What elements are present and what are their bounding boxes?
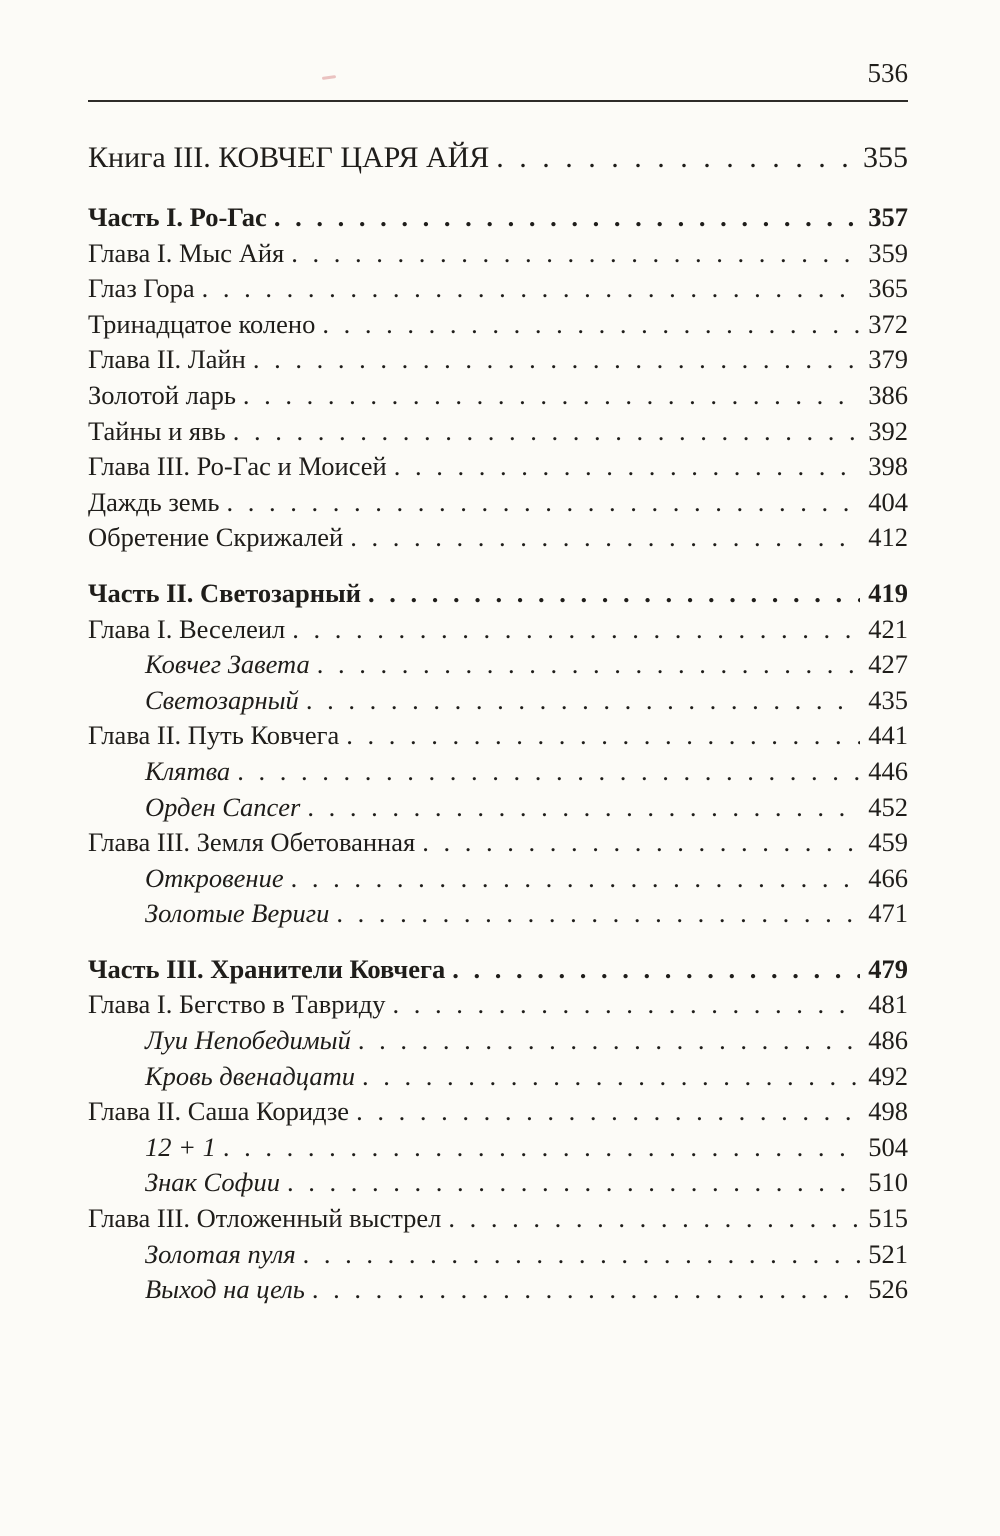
toc-entry	[88, 952, 908, 988]
dot-leader	[291, 236, 860, 272]
toc-entry	[88, 683, 908, 719]
dot-leader	[243, 378, 860, 414]
toc-entry	[88, 485, 908, 521]
toc-entry-page: 398	[868, 451, 908, 482]
toc-entry-page: 372	[868, 308, 908, 339]
toc-entry-title: Откровение	[145, 862, 284, 893]
toc-entry-title: Светозарный	[145, 684, 299, 715]
toc-entry-page: 427	[868, 649, 908, 680]
toc-entry	[88, 754, 908, 790]
toc-entry-title: Часть II. Светозарный	[88, 577, 361, 608]
dot-leader	[307, 790, 860, 826]
dot-leader	[317, 647, 861, 683]
toc-entry	[88, 378, 908, 414]
page-number: 536	[867, 58, 908, 88]
dot-leader	[312, 1272, 860, 1308]
toc-entry-page: 379	[868, 344, 908, 375]
dot-leader	[362, 1059, 860, 1095]
toc-entry-title: Орден Cancer	[145, 791, 301, 822]
toc-entry-title: Кровь двенадцати	[145, 1060, 355, 1091]
dot-leader	[368, 576, 860, 612]
toc-entry-page: 481	[868, 989, 908, 1020]
toc-entry	[88, 414, 908, 450]
toc-entry-title: Глаз Гора	[88, 273, 195, 304]
toc-entry-title: Обретение Скрижалей	[88, 522, 344, 553]
toc-entry-page: 392	[868, 415, 908, 446]
toc-entry-page: 504	[868, 1131, 908, 1162]
toc-entry	[88, 342, 908, 378]
dot-leader	[233, 414, 861, 450]
toc-entry-page: 412	[868, 522, 908, 553]
dot-leader	[287, 1165, 860, 1201]
toc-entry	[88, 1165, 908, 1201]
toc-entry	[88, 825, 908, 861]
toc-entry-title: Знак Софии	[145, 1167, 280, 1198]
toc-entry-page: 498	[868, 1096, 908, 1127]
toc-entry	[88, 861, 908, 897]
toc-entry-page: 365	[868, 273, 908, 304]
toc-entry	[88, 1094, 908, 1130]
toc-entry	[88, 647, 908, 683]
toc-entry-title: Часть I. Ро-Гас	[88, 202, 267, 232]
toc-entry	[88, 271, 908, 307]
toc-entry-page: 486	[868, 1025, 908, 1056]
dot-leader	[496, 136, 855, 180]
toc-entry	[88, 790, 908, 826]
toc-entry-page: 441	[868, 720, 908, 751]
toc-entry-title: Золотые Вериги	[145, 898, 330, 929]
toc-entry-title: Глава II. Лайн	[88, 344, 246, 375]
toc-entry-page: 510	[868, 1167, 908, 1198]
toc-entry	[88, 200, 908, 236]
toc-entry-title: Выход на цель	[145, 1274, 305, 1305]
dot-leader	[253, 342, 860, 378]
toc-entry-title: Глава I. Бегство в Тавриду	[88, 989, 386, 1020]
toc-entry-title: Ковчег Завета	[145, 649, 310, 680]
dot-leader	[422, 825, 860, 861]
dot-leader	[394, 449, 861, 485]
toc-entry-page: 419	[868, 577, 908, 608]
dot-leader	[237, 754, 860, 790]
toc-entry-title: Золотой ларь	[88, 379, 236, 410]
dot-leader	[346, 718, 860, 754]
toc-entry-title: 12 + 1	[145, 1131, 216, 1162]
toc-entry	[88, 718, 908, 754]
dot-leader	[292, 612, 860, 648]
toc-entry-page: 526	[868, 1274, 908, 1305]
page-header	[0, 0, 1000, 88]
toc-entry-title: Тайны и явь	[88, 415, 226, 446]
toc-entry-page: 446	[868, 755, 908, 786]
toc-entry	[88, 1023, 908, 1059]
dot-leader	[202, 271, 861, 307]
dot-leader	[356, 1094, 860, 1130]
toc-entry-page: 357	[868, 202, 908, 232]
toc-entry	[88, 987, 908, 1023]
toc-entry-page: 479	[868, 953, 908, 984]
toc-entry-title: Глава I. Мыс Айя	[88, 237, 285, 268]
toc-entry-title: Глава II. Путь Ковчега	[88, 720, 340, 751]
toc-entry-title: Клятва	[145, 755, 231, 786]
toc-entry-title: Тринадцатое колено	[88, 308, 316, 339]
toc-entry	[88, 576, 908, 612]
dot-leader	[392, 987, 860, 1023]
dot-leader	[350, 520, 860, 556]
toc-entry-page: 355	[863, 141, 908, 174]
toc-entry-page: 521	[868, 1238, 908, 1269]
dot-leader	[322, 307, 860, 343]
toc-entry-title: Часть III. Хранители Ковчега	[88, 953, 446, 984]
dot-leader	[226, 485, 860, 521]
dot-leader	[452, 952, 860, 988]
toc-entry-page: 515	[868, 1203, 908, 1234]
toc-entry-title: Глава III. Земля Обетованная	[88, 827, 416, 858]
dot-leader	[448, 1201, 860, 1237]
toc-entry	[88, 1237, 908, 1273]
dot-leader	[303, 1237, 861, 1273]
toc-entry-title: Глава I. Веселеил	[88, 613, 286, 644]
toc-entry-title: Даждь земь	[88, 486, 220, 517]
toc-entry	[88, 1130, 908, 1166]
toc-entry-title: Золотая пуля	[145, 1238, 296, 1269]
toc-entry	[88, 136, 908, 180]
toc-entry	[88, 1201, 908, 1237]
toc-entry-page: 404	[868, 486, 908, 517]
toc-entry-page: 459	[868, 827, 908, 858]
toc-entry-title: Глава II. Саша Коридзе	[88, 1096, 350, 1127]
toc-entry	[88, 1059, 908, 1095]
toc-entry-title: Книга III. КОВЧЕГ ЦАРЯ АЙЯ	[88, 141, 490, 174]
toc-entry-title: Глава III. Отложенный выстрел	[88, 1203, 442, 1234]
dot-leader	[291, 861, 861, 897]
toc-entry-page: 492	[868, 1060, 908, 1091]
dot-leader	[336, 896, 860, 932]
toc-entry	[88, 236, 908, 272]
toc-entry-page: 421	[868, 613, 908, 644]
toc-entry-page: 452	[868, 791, 908, 822]
header-rule	[88, 100, 908, 102]
toc-entry	[88, 520, 908, 556]
toc-entry-page: 471	[868, 898, 908, 929]
toc-entry	[88, 449, 908, 485]
toc-entry	[88, 612, 908, 648]
toc-entry-title: Луи Непобедимый	[145, 1025, 351, 1056]
toc-entry	[88, 307, 908, 343]
table-of-contents	[88, 136, 908, 1308]
toc-entry	[88, 1272, 908, 1308]
toc-entry	[88, 896, 908, 932]
dot-leader	[306, 683, 860, 719]
toc-entry-page: 359	[868, 237, 908, 268]
toc-entry-title: Глава III. Ро-Гас и Моисей	[88, 451, 387, 482]
dot-leader	[274, 200, 860, 236]
dot-leader	[358, 1023, 860, 1059]
dot-leader	[223, 1130, 860, 1166]
toc-entry-page: 435	[868, 684, 908, 715]
toc-entry-page: 466	[868, 862, 908, 893]
toc-entry-page: 386	[868, 379, 908, 410]
